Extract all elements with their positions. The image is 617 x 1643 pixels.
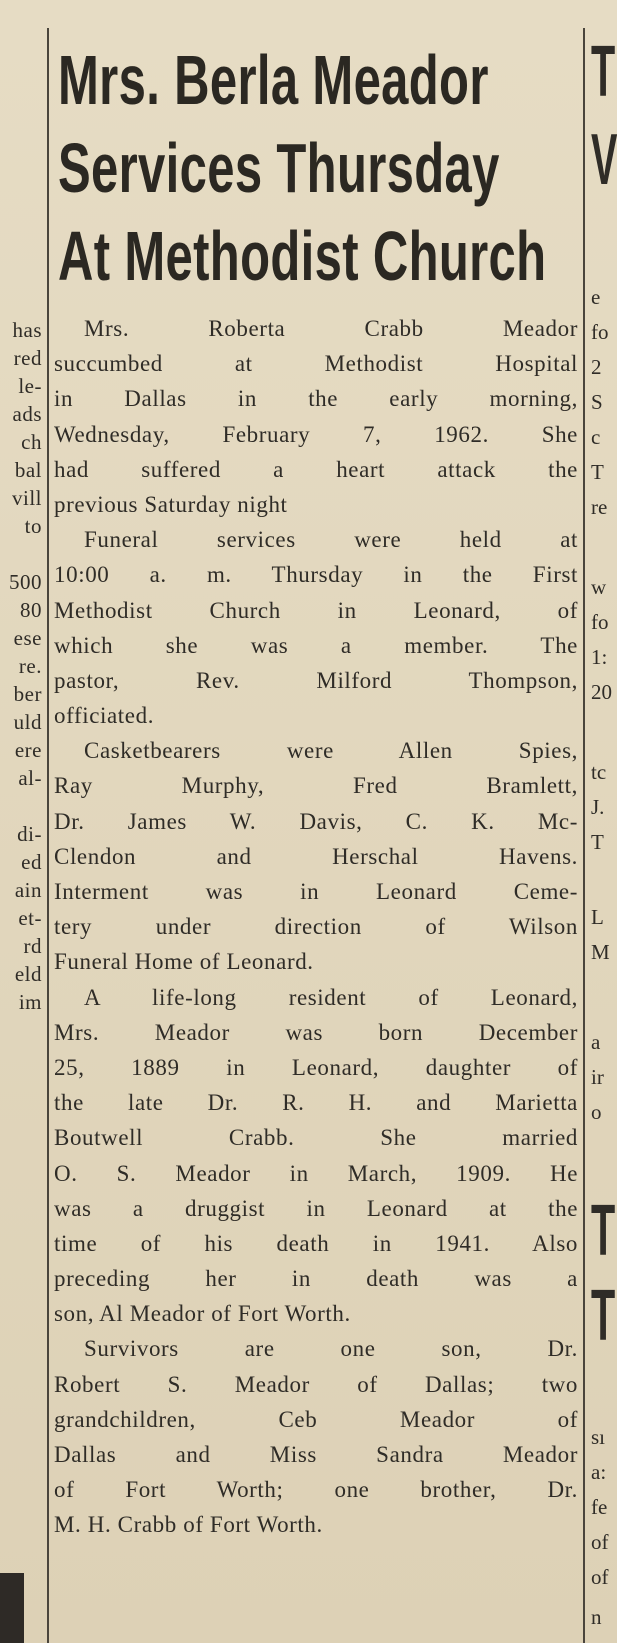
article-line: officiated. [54,703,155,729]
right-text-fragment: ir [591,1065,604,1089]
right-headline-fragment: V [591,120,617,200]
article-line: succumbed at Methodist Hospital [54,351,578,377]
article-line: Wednesday, February 7, 1962. She [54,421,578,447]
right-text-fragment: fo [591,610,609,634]
right-text-fragment: M [591,940,610,964]
article-line: Funeral services were held at [84,527,578,553]
article-paragraph [54,522,578,733]
article-line: was a druggist in Leonard at the [54,1195,578,1221]
left-neighbor-column [0,316,42,1016]
article-line: Robert S. Meador of Dallas; two [54,1371,578,1397]
article-paragraph [54,311,578,522]
left-text-fragment [0,792,42,820]
right-headline-fragment: T [591,32,616,112]
article-line: pastor, Rev. Milford Thompson, [54,667,578,693]
right-text-fragment: sı [591,1425,606,1449]
article-body [54,311,578,1543]
left-text-fragment: vill [11,486,42,510]
left-text-fragment: re. [18,654,42,678]
article-line: Mrs. Meador was born December [54,1019,578,1045]
article-line: which she was a member. The [54,632,578,658]
right-text-fragment: J. [591,795,605,819]
article-line: Survivors are one son, Dr. [84,1336,578,1362]
left-text-fragment: ed [21,850,42,874]
right-text-fragment: of [591,1530,609,1554]
right-text-fragment: a [591,1030,601,1054]
article-line: the late Dr. R. H. and Marietta [54,1090,578,1116]
article-line: M. H. Crabb of Fort Worth. [54,1512,323,1538]
left-text-fragment: ain [14,878,42,902]
column-rule-left [47,28,49,1643]
article-line: preceding her in death was a [54,1266,578,1292]
article-line: son, Al Meador of Fort Worth. [54,1301,351,1327]
left-text-fragment: 80 [20,598,42,622]
article-line: A life-long resident of Leonard, [84,984,578,1010]
right-text-fragment: S [591,390,603,414]
article-line: Dallas and Miss Sandra Meador [54,1442,578,1467]
left-text-fragment: bal [14,458,42,482]
left-text-fragment: 500 [9,570,42,594]
right-text-fragment: c [591,425,601,449]
right-text-fragment: 1: [591,645,608,669]
article-line: Funeral Home of Leonard. [54,949,314,975]
right-text-fragment: of [591,1565,609,1589]
left-text-fragment: al- [18,766,42,790]
left-text-fragment: to [24,514,42,538]
right-text-fragment: re [591,495,608,519]
article-line: Casketbearers were Allen Spies, [84,738,578,764]
article-line: of Fort Worth; one brother, Dr. [54,1477,578,1503]
right-text-fragment: a: [591,1460,607,1484]
article-line: in Dallas in the early morning, [54,386,578,412]
left-text-fragment [0,540,42,568]
article-line: grandchildren, Ceb Meador of [54,1406,578,1432]
right-text-fragment: T [591,830,604,854]
headline-line: Mrs. Berla Meador [58,41,489,119]
right-text-fragment: 2 [591,355,602,379]
left-text-fragment: ads [12,402,42,426]
left-text-fragment: has [12,318,42,342]
article-line: tery under direction of Wilson [54,914,578,940]
right-headline-fragment: T [591,1276,616,1356]
column-rule-right [583,28,585,1643]
left-text-fragment: di- [17,822,42,846]
right-text-fragment: 20 [591,680,612,704]
left-text-fragment: rd [23,934,42,958]
left-text-fragment: et- [18,906,42,930]
article-paragraph [54,980,578,1332]
left-text-fragment: ese [13,626,42,650]
article-line: Mrs. Roberta Crabb Meador [84,316,578,341]
right-text-fragment: fo [591,320,609,344]
right-headline-fragment: T [591,1191,616,1271]
right-text-fragment: e [591,285,601,309]
left-text-fragment: red [13,346,42,370]
right-text-fragment: tc [591,760,607,784]
article-line: previous Saturday night [54,491,288,517]
article-line: time of his death in 1941. Also [54,1230,578,1256]
right-text-fragment: w [591,575,607,599]
left-text-fragment: ch [21,430,42,454]
right-text-fragment: L [591,905,604,929]
right-text-fragment: o [591,1100,602,1124]
article-line: Boutwell Crabb. She married [54,1125,578,1151]
article-line: had suffered a heart attack the [54,456,578,482]
headline-line: At Methodist Church [58,217,547,295]
right-text-fragment: T [591,460,604,484]
article-paragraph [54,733,578,979]
left-text-fragment: ere [14,738,42,762]
left-text-fragment: eld [14,962,42,986]
right-text-fragment: fe [591,1495,608,1519]
article-paragraph [54,1331,578,1542]
article-line: Ray Murphy, Fred Bramlett, [54,773,578,799]
left-text-fragment: im [18,990,42,1014]
left-text-fragment: le- [18,374,42,398]
article-line: O. S. Meador in March, 1909. He [54,1160,578,1186]
left-text-fragment: uld [13,710,42,734]
article-line: Dr. James W. Davis, C. K. Mc- [54,808,578,834]
left-text-fragment: ber [13,682,42,706]
article-headline [58,36,578,300]
right-text-fragment: n [591,1605,602,1629]
article-line: Interment was in Leonard Ceme- [54,879,578,904]
dark-print-block [0,1573,24,1643]
headline-line: Services Thursday [58,129,500,207]
right-neighbor-column [591,0,617,1643]
article-line: 25, 1889 in Leonard, daughter of [54,1054,578,1080]
article-line: Methodist Church in Leonard, of [54,597,578,623]
article-line: Clendon and Herschal Havens. [54,843,578,869]
article-line: 10:00 a. m. Thursday in the First [54,562,578,588]
